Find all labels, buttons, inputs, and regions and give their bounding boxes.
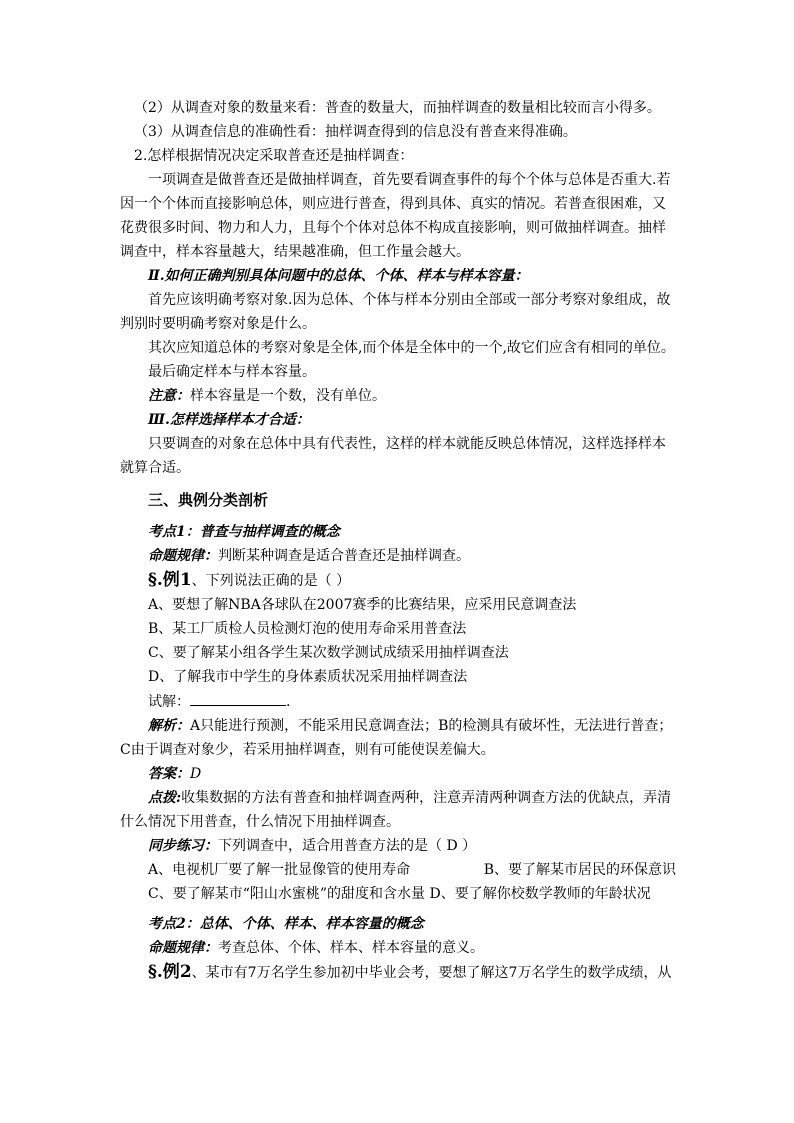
practice-label: 同步练习： [148, 838, 218, 854]
answer-label: 答案： [148, 766, 190, 782]
rule-line [120, 936, 676, 960]
practice-options-ab [120, 858, 676, 882]
rule-text: 判断某种调查是适合普查还是抽样调查。 [218, 548, 470, 564]
paragraph: 首先应该明确考察对象.因为总体、个体与样本分别由全部或一部分考察对象组成，故判别时要明确考察对象是什么。 [120, 292, 671, 332]
practice-option-a: A、电视机厂要了解一批显像管的使用寿命 [148, 862, 411, 878]
text-line: （2）从调查对象的数量来看：普查的数量大，而抽样调查的数量相比较而言小得多。 [134, 100, 661, 116]
answer-blank[interactable] [190, 689, 286, 706]
analysis-label: 解析： [148, 718, 190, 734]
comment-label: 点拨: [148, 790, 182, 806]
rule-label: 命题规律： [148, 940, 218, 956]
paragraph: 其次应知道总体的考察对象是全体,而个体是全体中的一个,故它们应含有相同的单位。 [148, 340, 675, 356]
rule-label: 命题规律： [148, 548, 218, 564]
rule-text: 考查总体、个体、样本、样本容量的意义。 [218, 940, 484, 956]
paragraph: 一项调查是做普查还是做抽样调查，首先要看调查事件的每个个体与总体是否重大.若因一个个体而直接影响总体，则应进行普查，得到具体、真实的情况。若普查很困难，又花费很多时间、物力和人力，且每个个体对总体不构成直接影响，则可做抽样调查。抽样调查中，样本容量越大，结果越准确，但工作量会越大。 [120, 172, 671, 260]
example-mark: §.例 [148, 962, 180, 982]
subheading: Ⅲ.怎样选择样本才合适： [148, 412, 310, 428]
example-number: 2 [179, 962, 192, 982]
keypoint-title: 考点2：总体、个体、样本、样本容量的概念 [148, 916, 424, 932]
practice-option-b: B、要了解某市居民的环保意识 [483, 862, 676, 878]
option-b: B、某工厂质检人员检测灯泡的使用寿命采用普查法 [148, 621, 467, 637]
text-line: 2.怎样根据情况决定采取普查还是抽样调查： [134, 148, 414, 164]
section-title: 三、典例分类剖析 [148, 491, 269, 509]
comment-text: 收集数据的方法有普查和抽样调查两种，注意弄清两种调查方法的优缺点，弄清什么情况下用普查，什么情况下用抽样调查。 [120, 790, 672, 830]
option-d: D、了解我市中学生的身体素质状况采用抽样调查法 [148, 669, 468, 685]
option-c: C、要了解某小组各学生某次数学测试成绩采用抽样调查法 [148, 645, 509, 661]
analysis-text: A只能进行预测，不能采用民意调查法；B的检测具有破坏性，无法进行普查；C由于调查对象少，若采用抽样调查，则有可能使误差偏大。 [120, 718, 673, 758]
try-label: 试解： [148, 694, 190, 710]
example-line [120, 568, 676, 593]
answer-text: D [190, 766, 202, 782]
analysis-line [120, 714, 676, 762]
paragraph: 最后确定样本与样本容量。 [148, 364, 316, 380]
example-text: 、下列说法正确的是（ ） [191, 573, 351, 589]
try-end: . [286, 694, 291, 710]
practice-text: 下列调查中，适合用普查方法的是（ D ） [218, 838, 477, 854]
practice-line [120, 834, 676, 858]
note-line [120, 384, 676, 408]
comment-line [120, 786, 676, 834]
document-body [120, 96, 676, 985]
example-number: 1 [179, 570, 192, 590]
note-label: 注意： [148, 388, 190, 404]
answer-line [120, 762, 676, 786]
keypoint-title: 考点1：普查与抽样调查的概念 [148, 524, 340, 540]
try-line [120, 689, 676, 714]
text-line: （3）从调查信息的准确性看：抽样调查得到的信息没有普查来得准确。 [134, 124, 577, 140]
subheading: Ⅱ.如何正确判别具体问题中的总体、个体、样本与样本容量： [148, 268, 529, 284]
note-text: 样本容量是一个数，没有单位。 [190, 388, 386, 404]
rule-line [120, 544, 676, 568]
paragraph: 只要调查的对象在总体中具有代表性，这样的样本就能反映总体情况，这样选择样本就算合适。 [120, 436, 666, 476]
example-mark: §.例 [148, 570, 180, 590]
option-a: A、要想了解NBA各球队在2007赛季的比赛结果，应采用民意调查法 [148, 597, 577, 613]
example-text: 、某市有7万名学生参加初中毕业会考，要想了解这7万名学生的数学成绩，从 [191, 965, 672, 981]
example-line [120, 960, 676, 985]
practice-options-cd: C、要了解某市“阳山水蜜桃”的甜度和含水量 D、要了解你校数学教师的年龄状况 [148, 886, 651, 902]
